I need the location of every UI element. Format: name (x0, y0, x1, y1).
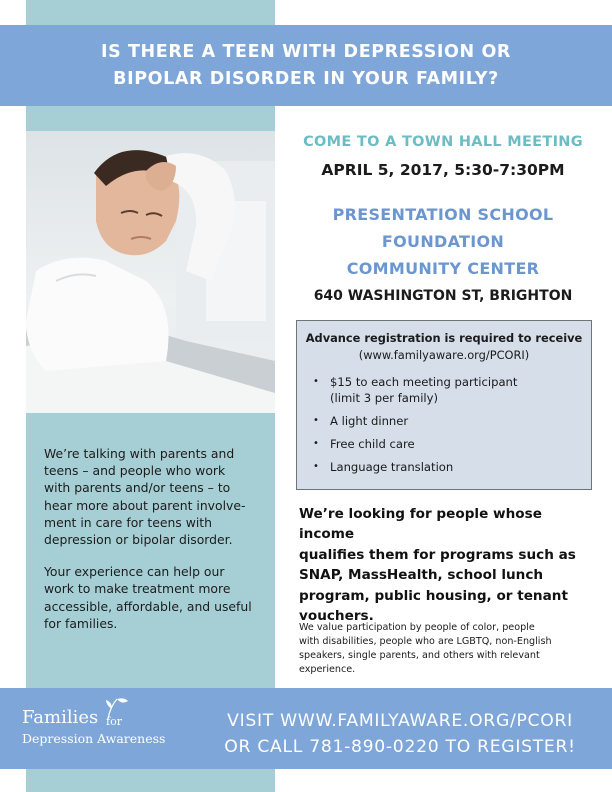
headline-line-1: IS THERE A TEEN WITH DEPRESSION OR (100, 41, 511, 62)
intro-line: depression or bipolar disorder. (44, 532, 233, 548)
experience-line: work to make treatment more (44, 581, 231, 597)
benefit-subtext: (limit 3 per family) (330, 391, 439, 405)
income-line: SNAP, MassHealth, school lunch (299, 567, 544, 584)
teen-photo (26, 131, 275, 413)
benefit-item (313, 413, 591, 429)
intro-line: teens – and people who work (44, 463, 226, 479)
cta-phone[interactable]: OR CALL 781-890-0220 TO REGISTER! (224, 737, 576, 757)
intro-line: We’re talking with parents and (44, 446, 235, 461)
registration-box (296, 320, 592, 490)
teen-illustration (26, 131, 275, 413)
benefit-text: $15 to each meeting participant (330, 375, 518, 389)
intro-paragraph (44, 445, 266, 548)
meeting-date: APRIL 5, 2017, 5:30-7:30PM (321, 161, 565, 179)
venue-line: PRESENTATION SCHOOL (332, 205, 554, 224)
income-line: qualifies them for programs such as (299, 546, 576, 563)
benefit-text: Free child care (330, 437, 415, 451)
registration-url[interactable]: (www.familyaware.org/PCORI) (358, 348, 530, 362)
cta-website[interactable]: VISIT WWW.FAMILYAWARE.ORG/PCORI (227, 711, 573, 731)
bullet-icon: • (313, 461, 319, 472)
benefit-item (313, 459, 591, 475)
venue-address: 640 WASHINGTON ST, BRIGHTON (313, 288, 573, 304)
registration-requirement: Advance registration is required to receive (305, 331, 583, 345)
benefit-text: A light dinner (330, 414, 409, 428)
headline-line-2: BIPOLAR DISORDER IN YOUR FAMILY? (113, 68, 499, 89)
bullet-icon: • (313, 438, 319, 449)
diversity-line: with disabilities, people who are LGBTQ, non-English (299, 636, 552, 647)
income-eligibility (299, 504, 599, 626)
intro-line: hear more about parent involve- (44, 497, 246, 513)
experience-line: for families. (44, 615, 118, 631)
benefits-list (297, 374, 591, 475)
logo-families-text: Families (22, 707, 99, 728)
venue-line: COMMUNITY CENTER (346, 259, 540, 278)
benefit-text: Language translation (330, 460, 454, 474)
meeting-invite: COME TO A TOWN HALL MEETING (303, 134, 583, 150)
registration-call-to-action (198, 708, 602, 760)
venue-line: FOUNDATION (381, 232, 505, 251)
bullet-icon: • (313, 415, 319, 426)
experience-line: Your experience can help our (44, 564, 225, 580)
diversity-statement (299, 621, 599, 677)
experience-paragraph (44, 563, 266, 632)
header-banner (0, 25, 612, 106)
diversity-line: We value participation by people of color, people (299, 622, 535, 633)
diversity-line: speakers, single parents, and others with relevant (299, 650, 540, 661)
venue-name (295, 201, 591, 282)
benefit-item (313, 374, 591, 406)
diversity-line: experience. (299, 664, 356, 675)
bullet-icon: • (313, 376, 319, 387)
income-line: vouchers. (299, 608, 374, 625)
logo-for-text: for (106, 715, 122, 728)
registration-heading (297, 330, 591, 364)
families-for-depression-awareness-logo[interactable] (22, 705, 192, 755)
intro-line: with parents and/or teens – to (44, 480, 231, 496)
income-line: program, public housing, or tenant (299, 587, 568, 604)
income-line: We’re looking for people whose income (299, 506, 542, 543)
intro-line: ment in care for teens with (44, 514, 212, 530)
footer-banner (0, 688, 612, 769)
intro-text (44, 445, 266, 647)
experience-line: accessible, affordable, and useful (44, 598, 252, 614)
benefit-item (313, 436, 591, 452)
logo-depression-awareness-text: Depression Awareness (22, 731, 166, 746)
